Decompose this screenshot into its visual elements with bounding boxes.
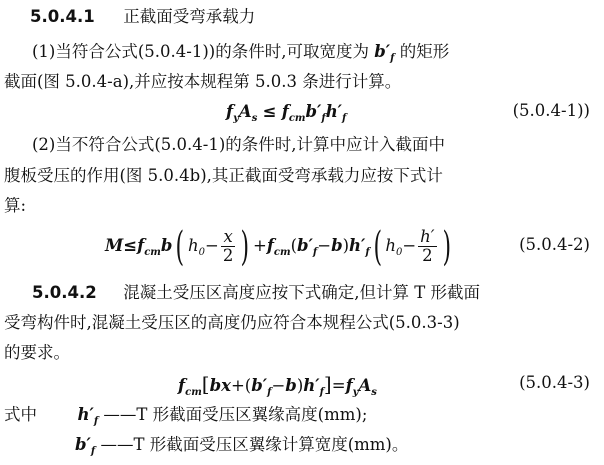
definition-line-2: [75, 434, 408, 463]
equation-3: $f_{cm}[bx+(b'_f-b)h'_f]=f_yA_s$: [178, 372, 377, 398]
fraction-hf-over-2: $\frac{h'}{2}$: [420, 227, 435, 265]
equation-2-number: (5.0.4-2): [519, 235, 590, 254]
equation-2: $M\le f_{cm}b$( $h_0-$ $\frac{x}{2}$ ) $+f_{cm}(b'_f-b)h'_f$( $h_0-$ $\frac{h'}{2}$ ): [105, 223, 451, 270]
paragraph-1-line-1: [32, 41, 449, 70]
symbol-b-prime-f: $b'_f$: [374, 42, 395, 64]
section-5-0-4-2-line-3: 的要求。: [4, 343, 70, 362]
definition-text: ——T 形截面受压区翼缘计算宽度(mm)。: [100, 435, 409, 454]
paragraph-2-line-1: (2)当不符合公式(5.0.4-1)的条件时,计算中应计入截面中: [32, 135, 446, 154]
equation-1: $f_yA_s \le f_{cm}b'_fh'_f$: [226, 102, 347, 124]
paragraph-text: 的矩形: [399, 42, 450, 61]
paragraph-text: (1)当符合公式(5.0.4-1))的条件时,可取宽度为: [32, 42, 369, 61]
symbol-b-prime-f: $b'_f$: [75, 435, 96, 457]
section-title: 正截面受弯承载力: [123, 7, 256, 26]
fraction-x-over-2: $\frac{x}{2}$: [222, 227, 234, 265]
section-number: 5.0.4.2: [32, 283, 97, 302]
equation-1-number: (5.0.4-1)): [512, 101, 590, 120]
section-text: 混凝土受压区高度应按下式确定,但计算 T 形截面: [123, 283, 480, 302]
section-heading-5-0-4-1: [30, 6, 255, 28]
section-5-0-4-2-line-1: [32, 282, 480, 304]
paragraph-2-line-2: 腹板受压的作用(图 5.0.4b),其正截面受弯承载力应按下式计: [4, 166, 443, 185]
definition-text: ——T 形截面受压区翼缘高度(mm);: [103, 405, 368, 424]
symbol-h-prime-f: $h'_f$: [77, 405, 99, 427]
definition-line-1: [4, 404, 367, 433]
section-number: 5.0.4.1: [30, 7, 95, 26]
equation-3-number: (5.0.4-3): [519, 373, 590, 392]
where-label: 式中: [4, 405, 37, 424]
paragraph-2-line-3: 算:: [4, 196, 27, 215]
paragraph-1-line-2: 截面(图 5.0.4-a),并应按本规程第 5.0.3 条进行计算。: [4, 72, 402, 91]
section-5-0-4-2-line-2: 受弯构件时,混凝土受压区的高度仍应符合本规程公式(5.0.3-3): [4, 313, 460, 332]
